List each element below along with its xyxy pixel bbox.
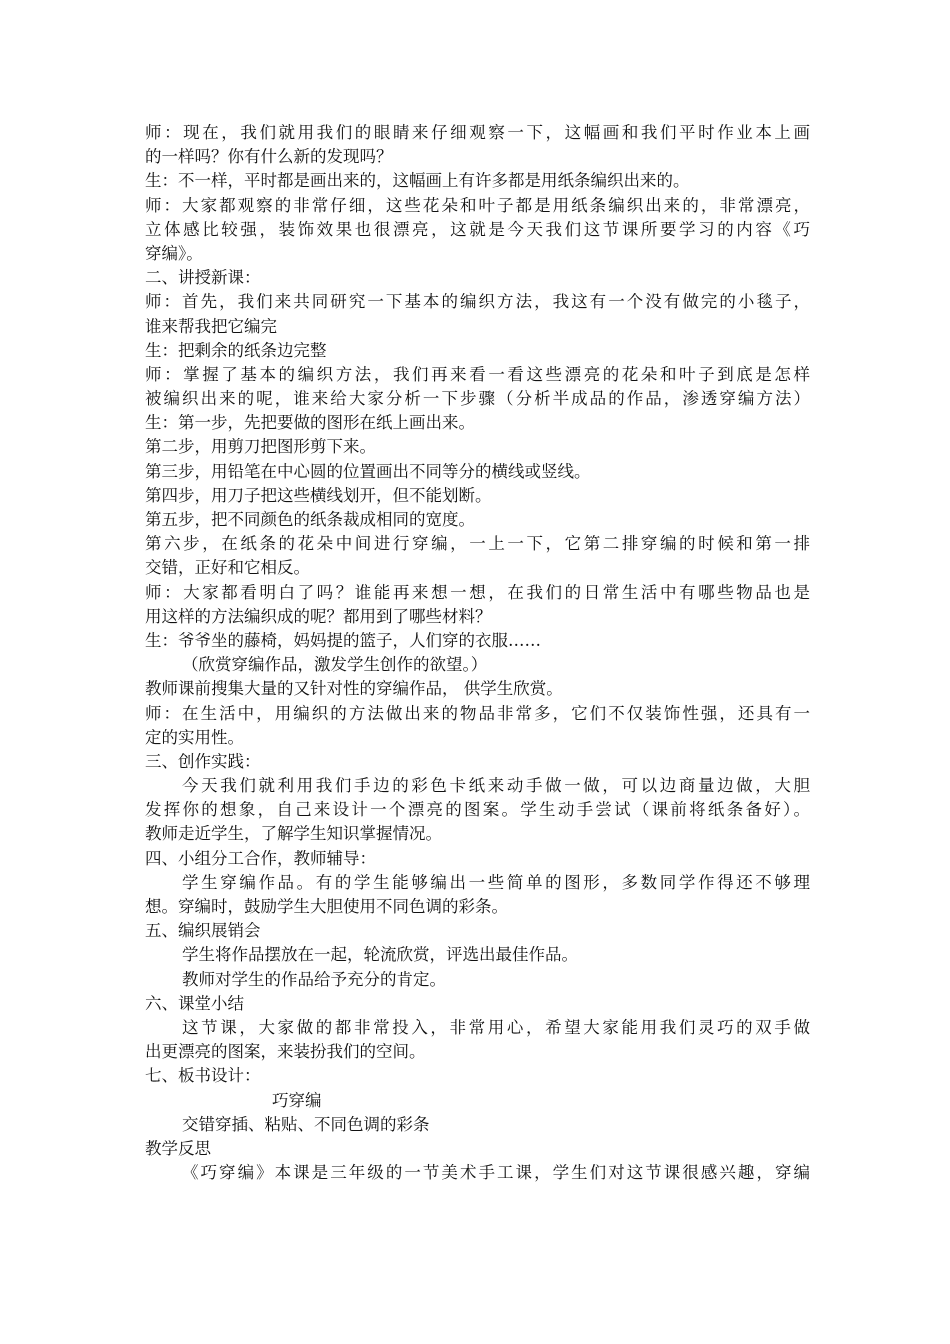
- text-line: 这节课，大家做的都非常投入，非常用心，希望大家能用我们灵巧的双手做: [182, 1017, 810, 1037]
- text-line: 定的实用性。: [145, 727, 244, 747]
- text-line: 生：第一步，先把要做的图形在纸上画出来。: [145, 413, 475, 433]
- text-line: 交错穿插、粘贴、不同色调的彩条: [182, 1114, 430, 1134]
- text-line: 巧穿编: [272, 1090, 322, 1110]
- text-line: 第五步，把不同颜色的纸条裁成相同的宽度。: [145, 510, 475, 529]
- text-line: 《巧穿编》本课是三年级的一节美术手工课，学生们对这节课很感兴趣，穿编: [182, 1163, 810, 1183]
- text-line: 师：首先，我们来共同研究一下基本的编织方法，我这有一个没有做完的小毯子，: [145, 292, 810, 312]
- text-line: 师：大家都观察的非常仔细，这些花朵和叶子都是用纸条编织出来的，非常漂亮，: [145, 195, 810, 215]
- text-line: 第六步，在纸条的花朵中间进行穿编，一上一下，它第二排穿编的时候和第一排: [145, 534, 810, 554]
- text-line: （欣赏穿编作品，激发学生创作的欲望。）: [182, 655, 488, 675]
- text-line: 被编织出来的呢，谁来给大家分析一下步骤（分析半成品的作品，渗透穿编方法）: [145, 389, 810, 409]
- text-line: 发挥你的想象，自己来设计一个漂亮的图案。学生动手尝试（课前将纸条备好）。: [145, 800, 810, 820]
- text-line: 四、小组分工合作，教师辅导：: [145, 848, 376, 868]
- text-line: 六、课堂小结: [145, 993, 244, 1013]
- text-line: 七、板书设计：: [145, 1066, 261, 1086]
- text-line: 教师课前搜集大量的又针对性的穿编作品， 供学生欣赏。: [145, 679, 563, 699]
- text-line: 谁来帮我把它编完: [145, 316, 277, 336]
- text-line: 穿编》。: [145, 243, 203, 263]
- text-line: 出更漂亮的图案，来装扮我们的空间。: [145, 1042, 426, 1062]
- text-line: 想。穿编时，鼓励学生大胆使用不同色调的彩条。: [145, 897, 508, 916]
- text-line: 生：把剩余的纸条边完整: [145, 340, 327, 360]
- text-line: 学生将作品摆放在一起，轮流欣赏，评选出最佳作品。: [182, 945, 578, 965]
- text-line: 三、创作实践：: [145, 751, 261, 771]
- text-line: 师：大家都看明白了吗？谁能再来想一想，在我们的日常生活中有哪些物品也是: [145, 582, 810, 602]
- text-line: 生：不一样，平时都是画出来的，这幅画上有许多都是用纸条编织出来的。: [145, 171, 690, 191]
- text-line: 师：掌握了基本的编织方法，我们再来看一看这些漂亮的花朵和叶子到底是怎样: [145, 364, 810, 384]
- text-line: 教学反思: [145, 1138, 211, 1158]
- text-line: 第二步，用剪刀把图形剪下来。: [145, 437, 376, 457]
- text-line: 教师对学生的作品给予充分的肯定。: [182, 969, 446, 989]
- text-line: 二、讲授新课：: [145, 268, 261, 288]
- text-line: 今天我们就利用我们手边的彩色卡纸来动手做一做，可以边商量边做，大胆: [182, 776, 810, 796]
- text-line: 第四步，用刀子把这些横线划开，但不能划断。: [145, 485, 492, 505]
- text-line: 生：爷爷坐的藤椅，妈妈提的篮子，人们穿的衣服……: [145, 630, 541, 650]
- text-line: 第三步，用铅笔在中心圆的位置画出不同等分的横线或竖线。: [145, 461, 591, 481]
- text-line: 五、编织展销会: [145, 921, 261, 941]
- text-line: 用这样的方法编织成的呢？都用到了哪些材料？: [145, 606, 492, 626]
- text-line: 教师走近学生，了解学生知识掌握情况。: [145, 824, 442, 844]
- text-line: 交错，正好和它相反。: [145, 558, 310, 578]
- text-line: 师：现在，我们就用我们的眼睛来仔细观察一下，这幅画和我们平时作业本上画: [145, 123, 810, 142]
- text-line: 学生穿编作品。有的学生能够编出一些简单的图形，多数同学作得还不够理: [182, 872, 810, 892]
- text-line: 师：在生活中，用编织的方法做出来的物品非常多，它们不仅装饰性强，还具有一: [145, 703, 810, 723]
- document-page: [145, 121, 810, 1185]
- text-line: 立体感比较强，装饰效果也很漂亮，这就是今天我们这节课所要学习的内容《巧: [145, 219, 810, 239]
- text-line: 的一样吗？你有什么新的发现吗？: [145, 147, 393, 167]
